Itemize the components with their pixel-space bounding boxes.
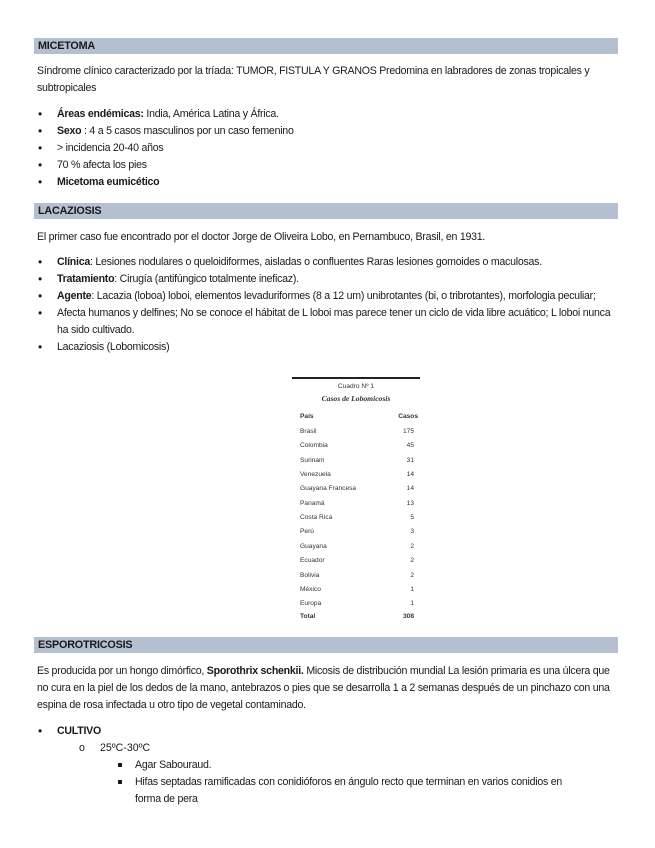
table-header-cases: Casos bbox=[398, 413, 418, 420]
table-subtitle: Casos de Lobomicosis bbox=[321, 394, 391, 403]
list-item: • 70 % afecta los pies bbox=[37, 157, 619, 174]
list-item: • Agente: Lacazia (loboa) loboi, elementos levaduriformes (8 a 12 um) unibrotantes (bi, o tribrotantes), morfologia peculiar; bbox=[37, 288, 619, 305]
list-item: • Afecta humanos y delfines; No se conoce el hábitat de L loboi mas parece tener un ciclo de vida libre acuático; L loboi nunca ha sido cultivado. bbox=[37, 305, 619, 339]
list-item: • Tratamiento: Cirugía (antifúngico totalmente ineficaz). bbox=[37, 271, 619, 288]
table-cell-country: Ecuador bbox=[300, 557, 325, 565]
table-cell-cases: 2 bbox=[410, 571, 414, 579]
table-cell-country: México bbox=[300, 585, 321, 593]
table-cell-cases: 1 bbox=[410, 600, 414, 608]
table-cell-country: Brasil bbox=[300, 428, 317, 435]
table-row bbox=[300, 528, 418, 538]
list-item: • CULTIVO bbox=[37, 723, 619, 740]
section-heading-micetoma: MICETOMA bbox=[34, 38, 618, 54]
list-item: Agar Sabouraud. bbox=[115, 757, 585, 774]
table-row bbox=[300, 428, 418, 438]
lacaziosis-list bbox=[37, 254, 619, 356]
list-item: • Clínica: Lesiones nodulares o queloidiformes, aisladas o confluentes Raras lesiones gomoides o maculosas. bbox=[37, 254, 619, 271]
list-item: • > incidencia 20-40 años bbox=[37, 140, 619, 157]
table-cell-country: Colombia bbox=[300, 442, 328, 450]
section-heading-esporotricosis: ESPOROTRICOSIS bbox=[34, 637, 618, 653]
table-row bbox=[300, 572, 418, 582]
table-header-country: País bbox=[300, 413, 314, 420]
cultivo-sub-list bbox=[115, 757, 585, 808]
table-cell-cases: 175 bbox=[402, 428, 414, 435]
table-row bbox=[300, 586, 418, 596]
micetoma-intro: Síndrome clínico caracterizado por la tríada: TUMOR, FISTULA Y GRANOS Predomina en labradores de zonas tropicales y subtropicales bbox=[37, 65, 590, 94]
list-item: Hifas septadas ramificadas con conidióforos en ángulo recto que terminan en varios conidios en forma de pera bbox=[115, 774, 585, 808]
table-row bbox=[300, 457, 418, 467]
table-row bbox=[300, 471, 418, 481]
table-cell-country: Guayana Francesa bbox=[300, 485, 357, 493]
table-cell-cases: 5 bbox=[410, 514, 414, 522]
table-row bbox=[300, 442, 418, 452]
table-row bbox=[300, 500, 418, 510]
list-item: • Áreas endémicas: India, América Latina y África. bbox=[37, 106, 619, 123]
table-cell-cases: 14 bbox=[406, 485, 414, 493]
table-row bbox=[300, 514, 418, 524]
table-total-label: Total bbox=[300, 613, 316, 620]
table-row bbox=[300, 543, 418, 553]
cultivo-temperature: 25ºC-30ºC bbox=[100, 742, 151, 754]
table-caption: Cuadro Nº 1 bbox=[337, 383, 375, 390]
section-heading-lacaziosis: LACAZIOSIS bbox=[34, 203, 618, 219]
table-row bbox=[300, 485, 418, 495]
table-total-row bbox=[300, 613, 418, 623]
table-cell-country: Costa Rica bbox=[300, 514, 333, 522]
table-top-rule bbox=[292, 377, 420, 379]
table-cell-cases: 13 bbox=[406, 499, 414, 507]
sub-bullet-marker: o bbox=[79, 742, 85, 754]
esporotricosis-list bbox=[37, 723, 619, 740]
table-cell-cases: 2 bbox=[410, 557, 414, 565]
lacaziosis-intro: El primer caso fue encontrado por el doctor Jorge de Oliveira Lobo, en Pernambuco, Brasil, en 1931. bbox=[37, 231, 486, 243]
table-cell-cases: 3 bbox=[410, 528, 414, 536]
esporotricosis-intro: Es producida por un hongo dimórfico, Sporothrix schenkii. Micosis de distribución mundial La lesión primaria es una úlcera que no cura en la piel de los dedos de la mano, antebrazos o pies que se desarrolla 1 a 2 semanas después de un pinchazo con una espina de rosa infectada u otro tipo de vegetal contaminado. bbox=[37, 665, 610, 711]
table-row bbox=[300, 557, 418, 567]
table-cell-cases: 31 bbox=[406, 456, 414, 464]
list-item: • Micetoma eumicético bbox=[37, 174, 619, 191]
table-cell-country: Perú bbox=[300, 528, 314, 536]
table-cell-cases: 2 bbox=[410, 542, 414, 550]
table-cell-country: Surinam bbox=[300, 456, 325, 464]
table-cell-country: Guayana bbox=[300, 542, 327, 550]
table-row bbox=[300, 600, 418, 610]
table-cell-cases: 14 bbox=[406, 471, 414, 479]
table-cell-country: Panamá bbox=[300, 499, 325, 507]
table-cell-country: Venezuela bbox=[300, 471, 331, 479]
table-cell-cases: 1 bbox=[410, 585, 414, 593]
table-total-value: 308 bbox=[402, 613, 414, 620]
micetoma-list bbox=[37, 106, 619, 191]
table-cell-country: Bolivia bbox=[300, 571, 320, 579]
list-item: • Lacaziosis (Lobomicosis) bbox=[37, 339, 619, 356]
table-cell-cases: 45 bbox=[406, 442, 414, 450]
table-cell-country: Europa bbox=[300, 600, 322, 608]
list-item: • Sexo : 4 a 5 casos masculinos por un caso femenino bbox=[37, 123, 619, 140]
lobomicosis-cases-table bbox=[292, 377, 420, 626]
